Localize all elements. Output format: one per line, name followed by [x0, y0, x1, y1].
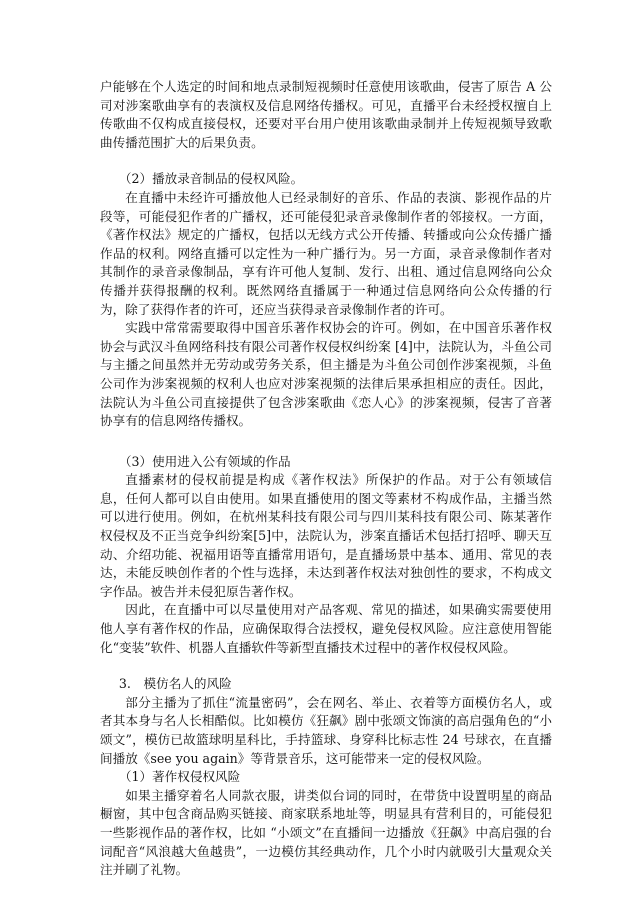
paragraph-douyu-case: 实践中常常需要取得中国音乐著作权协会的许可。例如，在中国音乐著作权协会与武汉斗鱼网络科技有限公司著作权侵权纠纷案 [4]中，法院认为，斗鱼公司与主播之间虽然并无劳动或劳务关系，但主播是为斗鱼公司创作涉案视频，斗鱼公司作为涉案视频的权利人也应对涉案视频的法律后果承担相应的责任。因此，法院认为斗鱼公司直接提供了包含涉案歌曲《恋人心》的涉案视频，侵害了音著协享有的信息网络传播权。: [100, 320, 552, 429]
paragraph-public-domain-advice: 因此，在直播中可以尽量使用对产品客观、常见的描述，如果确实需要使用他人享有著作权的作品，应确保取得合法授权，避免侵权风险。应注意使用智能化“变装”软件、机器人直播软件等新型直播技术过程中的著作权侵权风险。: [100, 602, 552, 655]
paragraph-public-domain-case: 直播素材的侵权前提是构成《著作权法》所保护的作品。对于公有领域信息，任何人都可以自由使用。如果直播使用的图文等素材不构成作品，主播当然可以进行使用。例如，在杭州某科技有限公司与四川某科技有限公司、陈某著作权侵权及不正当竞争纠纷案[5]中，法院认为，涉案直播话术包括打招呼、聊天互动、介绍功能、祝福用语等直播常用语句，是直播场景中基本、通用、常见的表达，未能反映创作者的个性与选择，未达到著作权法对独创性的要求，不构成文字作品。被告并未侵犯原告著作权。: [100, 472, 552, 599]
subheading-recording-risk: （2）播放录音制品的侵权风险。: [118, 171, 304, 187]
subheading-public-domain: （3）使用进入公有领域的作品: [118, 453, 291, 469]
paragraph-celebrity-imitation: 部分主播为了抓住“流量密码”，会在网名、举止、衣着等方面模仿名人，或者其本身与名人长相酷似。比如模仿《狂飙》剧中张颂文饰演的高启强角色的“小颂文”，模仿已故篮球明星科比，手持篮球、身穿科比标志性 24 号球衣，在直播间播放《see you again》等背景音乐，这可能带来一定的侵权风险。: [100, 694, 552, 766]
section-heading-celebrity-imitation: 3. 模仿名人的风险: [118, 676, 232, 692]
paragraph-broadcast-right: 在直播中未经许可播放他人已经录制好的音乐、作品的表演、影视作品的片段等，可能侵犯作者的广播权，还可能侵犯录音录像制作者的邻接权。一方面，《著作权法》规定的广播权，包括以无线方式公开传播、转播或向公众传播广播作品的权利。网络直播可以定性为一种广播行为。另一方面，录音录像制作者对其制作的录音录像制品，享有许可他人复制、发行、出租、通过信息网络向公众传播并获得报酬的权利。既然网络直播属于一种通过信息网络向公众传播的行为，除了获得作者的许可，还应当获得录音录像制作者的许可。: [100, 189, 552, 317]
paragraph-continuation: 户能够在个人选定的时间和地点录制短视频时任意使用该歌曲，侵害了原告 A 公司对涉案歌曲享有的表演权及信息网络传播权。可见，直播平台未经授权擅自上传歌曲不仅构成直接侵权，还要对平台用户使用该歌曲录制并上传短视频导致歌曲传播范围扩大的后果负责。: [100, 79, 552, 150]
subheading-copyright-risk: （1）著作权侵权风险: [118, 769, 241, 785]
paragraph-copyright-risk: 如果主播穿着名人同款衣服，讲类似台词的同时，在带货中设置明星的商品橱窗，其中包含商品购买链接、商家联系地址等，明显具有营利目的，可能侵犯一些影视作品的著作权，比如 “小颂文”在直播间一边播放《狂飙》中高启强的台词配音“风浪越大鱼越贵”，一边模仿其经典动作，几个小时内就吸引大量观众关注并刷了礼物。: [100, 787, 552, 878]
